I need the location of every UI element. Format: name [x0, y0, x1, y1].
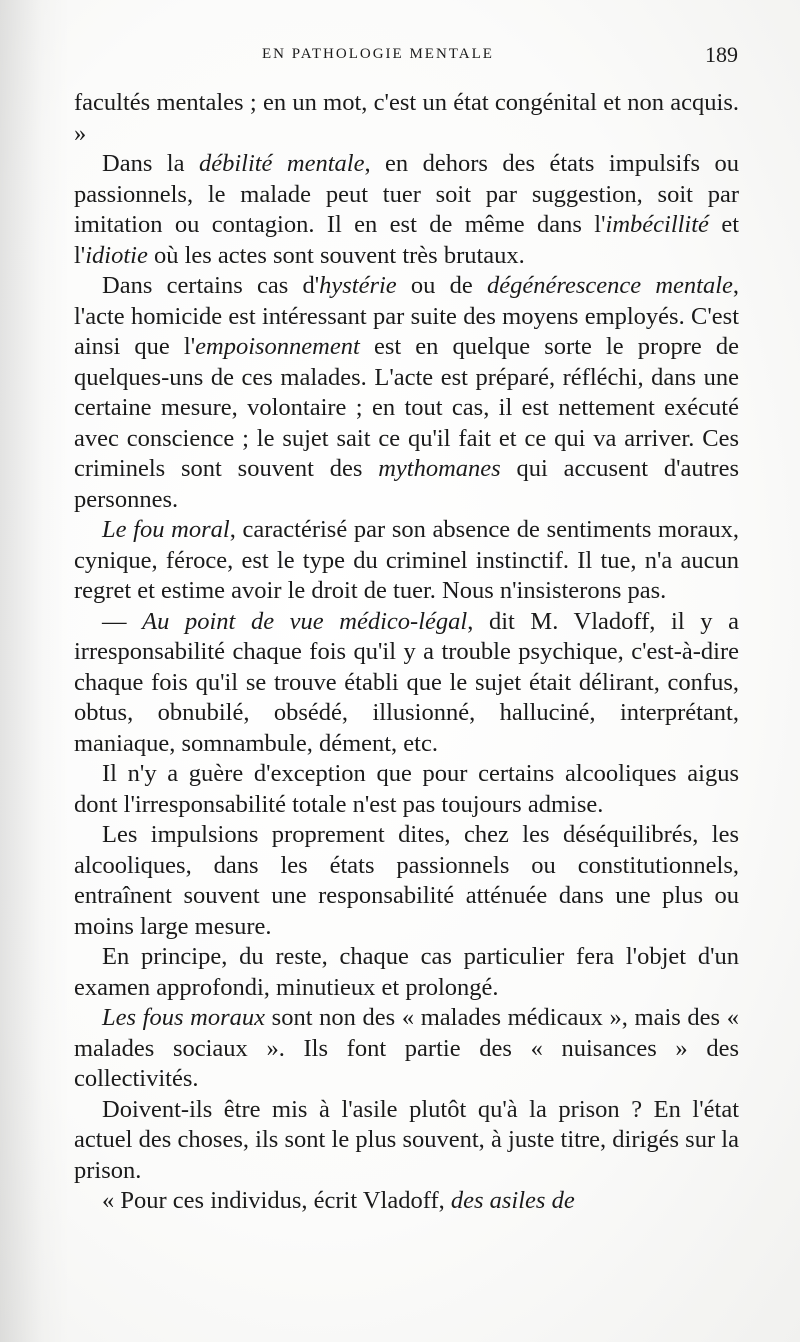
text-run: , l'acte homicide est intéressant par suite des moyens employés. C'est ainsi que l' — [74, 272, 739, 360]
text-run: — — [102, 607, 143, 635]
text-run: est en quelque sorte le propre de quelques-uns de ces malades. L'acte est préparé, réfléchi, dans une certaine mesure, volontaire ; en tout cas, il est nettement exécuté avec conscience ; le sujet sait ce qu'il fait et ce qui va arriver. Ces criminels sont souvent des — [74, 333, 739, 482]
body-text — [74, 88, 739, 1217]
text-run: Doivent-ils être mis à l'asile plutôt qu'à la prison ? En l'état actuel des choses, ils sont le plus souvent, à juste titre, dirigés sur la prison. — [74, 1095, 739, 1184]
paragraph — [74, 1095, 739, 1187]
text-run: Il n'y a guère d'exception que pour certains alcooliques aigus dont l'irresponsabilité totale n'est pas toujours admise. — [74, 760, 739, 818]
italic-term: Le fou moral — [102, 516, 230, 543]
italic-term: hystérie — [319, 272, 397, 299]
text-run: facultés mentales ; en un mot, c'est un état congénital et non acquis. » — [74, 89, 739, 147]
text-run: , en dehors des états impulsifs ou passionnels, le malade peut tuer soit par suggestion, soit par imitation ou contagion. Il en est de même dans l' — [74, 150, 739, 238]
paragraph — [74, 942, 739, 1003]
text-run: sont non des « malades médicaux », mais des « malades sociaux ». Ils font partie des « nuisances » des collectivités. — [74, 1004, 739, 1092]
gutter-shadow — [0, 0, 70, 1342]
paragraph — [74, 515, 739, 607]
text-run: et l' — [74, 211, 739, 269]
text-run: « Pour ces individus, écrit Vladoff, — [102, 1187, 451, 1214]
text-run: En principe, du reste, chaque cas particulier fera l'objet d'un examen approfondi, minutieux et prolongé. — [74, 943, 739, 1001]
text-run: Les impulsions proprement dites, chez les déséquilibrés, les alcooliques, dans les états passionnels ou constitutionnels, entraînent souvent une responsabilité atténuée dans une plus ou moins large mesure. — [74, 821, 739, 940]
paragraph — [74, 149, 739, 271]
text-run: , caractérisé par son absence de sentiments moraux, cynique, féroce, est le type du criminel instinctif. Il tue, n'a aucun regret et estime avoir le droit de tuer. Nous n'insisterons pas. — [74, 516, 739, 604]
italic-term: Au point de vue médico-légal — [142, 607, 468, 635]
page-number: 189 — [705, 42, 738, 67]
italic-term: des asiles de — [450, 1187, 575, 1214]
running-title: EN PATHOLOGIE MENTALE — [262, 46, 494, 62]
italic-term: idiotie — [85, 241, 148, 269]
text-run: , dit M. Vladoff, il y a irresponsabilité chaque fois qu'il y a trouble psychique, c'est-à-dire chaque fois qu'il se trouve établi que le sujet était délirant, confus, obtus, obnubilé, obsédé, illusionné, halluciné, interprétant, maniaque, somnambule, dément, etc. — [74, 607, 739, 757]
paragraph — [74, 820, 739, 942]
paragraph — [74, 1003, 739, 1095]
italic-term: dégénérescence mentale — [486, 272, 733, 299]
text-run: Dans certains cas d' — [102, 272, 320, 299]
paragraph — [74, 271, 739, 515]
paragraph — [74, 1186, 739, 1217]
text-run: où les actes sont souvent très brutaux. — [147, 241, 525, 269]
paragraph — [74, 607, 739, 760]
paragraph — [74, 88, 739, 149]
italic-term: Les fous moraux — [102, 1004, 266, 1031]
text-run: qui accusent d'autres personnes. — [74, 455, 740, 513]
italic-term: empoisonnement — [195, 333, 360, 360]
text-run: Dans la — [102, 150, 199, 177]
italic-term: imbécillité — [605, 211, 709, 238]
italic-term: débilité mentale — [198, 150, 365, 177]
text-run: ou de — [396, 272, 487, 299]
italic-term: mythomanes — [378, 455, 501, 482]
paragraph — [74, 759, 739, 820]
